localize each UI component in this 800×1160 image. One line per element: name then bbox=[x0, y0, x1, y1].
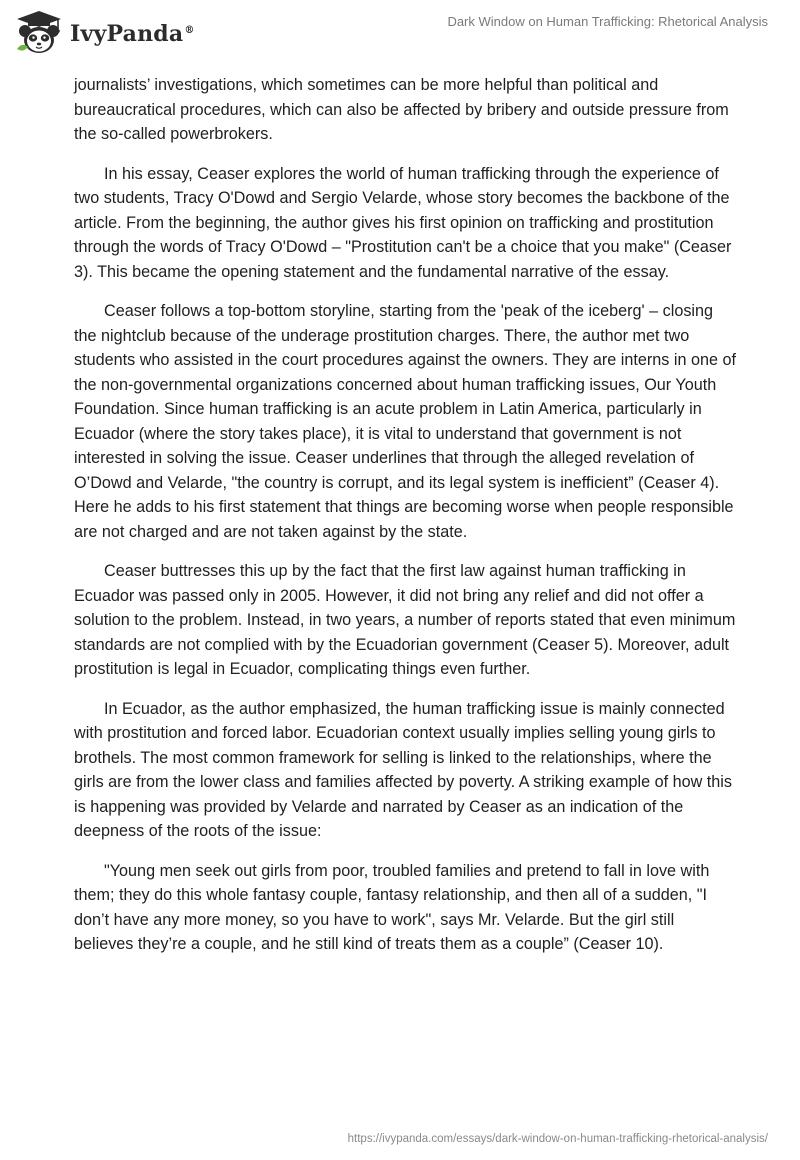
essay-body bbox=[74, 73, 736, 972]
paragraph: Ceaser follows a top-bottom storyline, starting from the 'peak of the iceberg' – closing the nightclub because of the underage prostitution charges. There, the author met two students who assisted in the court procedures against the owners. They are interns in one of the non-governmental organizations concerned about human trafficking issues, Our Youth Foundation. Since human trafficking is an acute problem in Latin America, particularly in Ecuador (where the story takes place), it is vital to understand that government is not interested in solving the issue. Ceaser underlines that through the alleged revelation of O’Dowd and Velarde, "the country is corrupt, and its legal system is inefficient” (Ceaser 4). Here he adds to his first statement that things are becoming worse when people responsible are not charged and are not taken against by the state. bbox=[74, 302, 736, 541]
logo-wordmark: IvyPanda® bbox=[70, 21, 195, 47]
panda-graduate-icon bbox=[14, 9, 64, 57]
document-title: Dark Window on Human Trafficking: Rhetorical Analysis bbox=[447, 14, 768, 29]
paragraph: journalists’ investigations, which sometimes can be more helpful than political and bureaucratical procedures, which can also be affected by bribery and outside pressure from the so-called powerbrokers. bbox=[74, 76, 729, 143]
paragraph: In his essay, Ceaser explores the world of human trafficking through the experience of two students, Tracy O'Dowd and Sergio Velarde, whose story becomes the backbone of the article. From the beginning, the author gives his first opinion on trafficking and prostitution through the words of Tracy O'Dowd – "Prostitution can't be a choice that you make" (Ceaser 3). This became the opening statement and the fundamental narrative of the essay. bbox=[74, 164, 732, 281]
source-url[interactable]: https://ivypanda.com/essays/dark-window-on-human-trafficking-rhetorical-analysis/ bbox=[347, 1133, 768, 1145]
block-quote: "Young men seek out girls from poor, troubled families and pretend to fall in love with them; they do this whole fantasy couple, fantasy relationship, and then all of a sudden, "I don’t have any more money, so you have to work", says Mr. Velarde. But the girl still believes they’re a couple, and he still kind of treats them as a couple” (Ceaser 10). bbox=[74, 861, 710, 953]
paragraph: Ceaser buttresses this up by the fact that the first law against human trafficking in Ecuador was passed only in 2005. However, it did not bring any relief and did not offer a solution to the problem. Instead, in two years, a number of reports stated that even minimum standards are not complied with by the Ecuadorian government (Ceaser 5). Moreover, adult prostitution is legal in Ecuador, complicating things even further. bbox=[74, 562, 736, 678]
paragraph: In Ecuador, as the author emphasized, the human trafficking issue is mainly connected with prostitution and forced labor. Ecuadorian context usually implies selling young girls to brothels. The most common framework for selling is linked to the relationships, where the girls are from the lower class and families affected by poverty. A striking example of how this is happening was provided by Velarde and narrated by Ceaser as an indication of the deepness of the roots of the issue: bbox=[74, 699, 732, 840]
ivypanda-logo[interactable] bbox=[14, 9, 195, 57]
page-header bbox=[0, 0, 800, 70]
registered-mark: ® bbox=[184, 24, 195, 36]
